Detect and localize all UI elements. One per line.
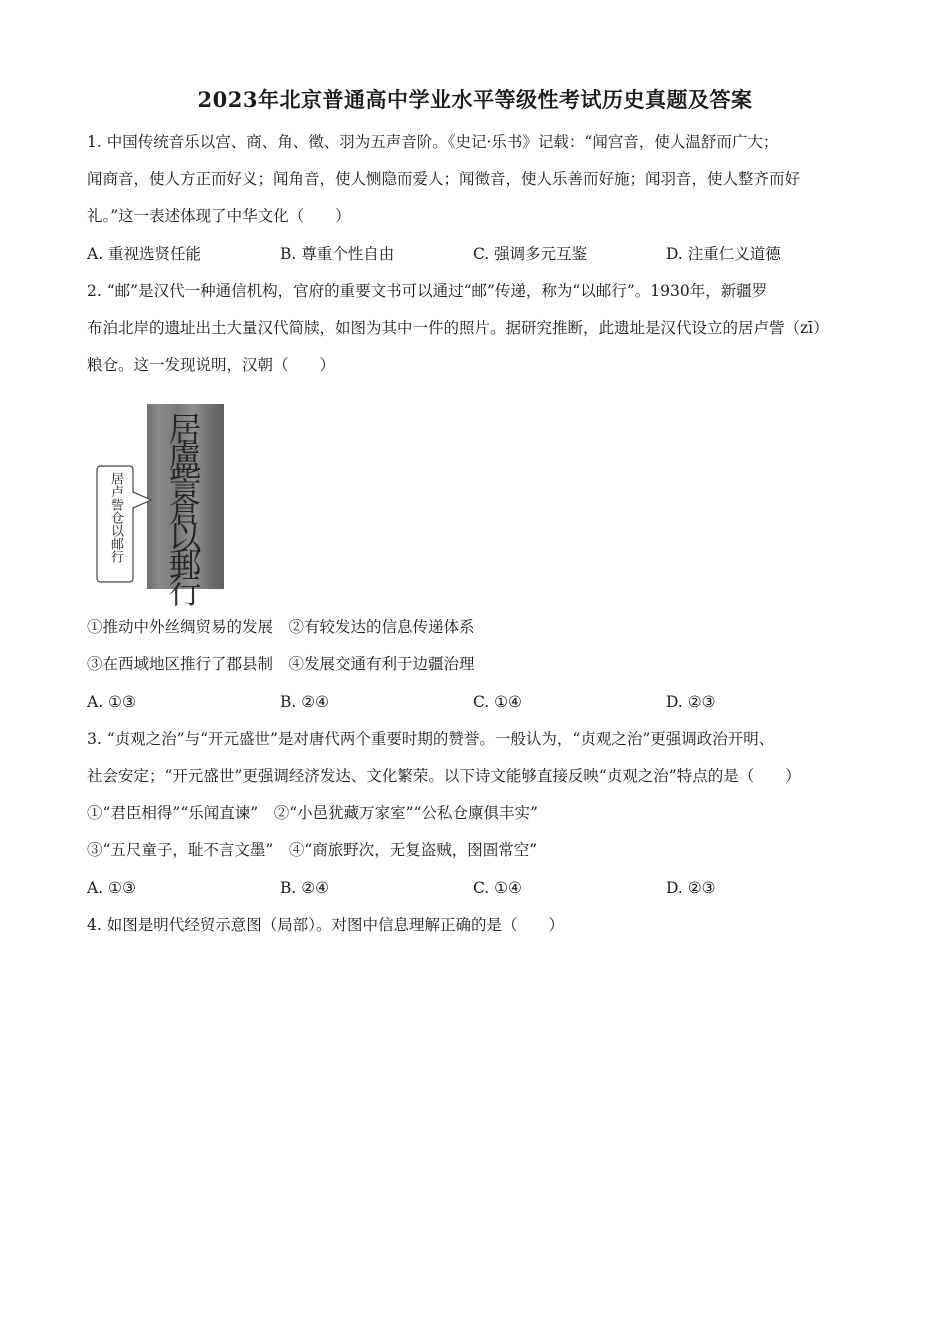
callout-label: 居卢訾仓以邮行 <box>108 472 123 563</box>
q1-stem-line-3: 礼。”这一表述体现了中华文化（ ） <box>87 207 351 225</box>
q3-option-b[interactable]: B. ②④ <box>280 879 330 897</box>
q1-option-c[interactable]: C. 强调多元互鉴 <box>473 245 588 263</box>
q3-stem-line-1: 3. “贞观之治”与“开元盛世”是对唐代两个重要时期的赞誉。一般认为，“贞观之治”更强调政治开明、 <box>87 730 775 748</box>
q2-stem-line-1: 2. “邮”是汉代一种通信机构，官府的重要文书可以通过“邮”传递，称为“以邮行”。1930年，新疆罗 <box>87 282 768 300</box>
q2-option-c[interactable]: C. ①④ <box>473 693 522 711</box>
q4-stem-line-1: 4. 如图是明代经贸示意图（局部）。对图中信息理解正确的是（ ） <box>87 916 564 934</box>
figure-callout <box>95 462 135 586</box>
q3-option-d[interactable]: D. ②③ <box>666 879 716 897</box>
q3-items-line-1: ①“君臣相得”“乐闻直谏” ②“小邑犹藏万家室”“公私仓廪俱丰实” <box>87 804 538 822</box>
q3-items-line-2: ③“五尺童子，耻不言文墨” ④“商旅野次，无复盗贼，囹圄常空” <box>87 841 538 859</box>
q1-option-a[interactable]: A. 重视选贤任能 <box>87 245 202 263</box>
q2-option-d[interactable]: D. ②③ <box>666 693 716 711</box>
q3-option-a[interactable]: A. ①③ <box>87 879 136 897</box>
bamboo-slip-figure <box>95 400 235 611</box>
q2-option-b[interactable]: B. ②④ <box>280 693 330 711</box>
q3-stem-line-2: 社会安定；“开元盛世”更强调经济发达、文化繁荣。以下诗文能够直接反映“贞观之治”特点的是（ ） <box>87 767 801 785</box>
page-title: 2023年北京普通高中学业水平等级性考试历史真题及答案 <box>197 87 753 112</box>
q1-stem-line-1: 1. 中国传统音乐以宫、商、角、徵、羽为五声音阶。《史记·乐书》记载：“闻宫音，使人温舒而广大； <box>87 133 779 151</box>
q2-items-line-1: ①推动中外丝绸贸易的发展 ②有较发达的信息传递体系 <box>87 618 475 636</box>
bamboo-slip-photo <box>147 404 224 611</box>
q1-stem-line-2: 闻商音，使人方正而好义；闻角音，使人恻隐而爱人；闻徵音，使人乐善而好施；闻羽音，使人整齐而好 <box>87 170 801 188</box>
q2-stem-line-3: 粮仓。这一发现说明，汉朝（ ） <box>87 356 336 374</box>
q2-option-a[interactable]: A. ①③ <box>87 693 136 711</box>
q1-option-d[interactable]: D. 注重仁义道德 <box>666 245 781 263</box>
q2-items-line-2: ③在西域地区推行了郡县制 ④发展交通有利于边疆治理 <box>87 655 475 673</box>
q3-option-c[interactable]: C. ①④ <box>473 879 522 897</box>
q1-option-b[interactable]: B. 尊重个性自由 <box>280 245 395 263</box>
q2-stem-line-2: 布泊北岸的遗址出土大量汉代简牍，如图为其中一件的照片。据研究推断，此遗址是汉代设立的居卢訾（zī） <box>87 319 829 337</box>
bamboo-slip-inscription: 居盧訾倉以郵行 <box>168 410 202 611</box>
